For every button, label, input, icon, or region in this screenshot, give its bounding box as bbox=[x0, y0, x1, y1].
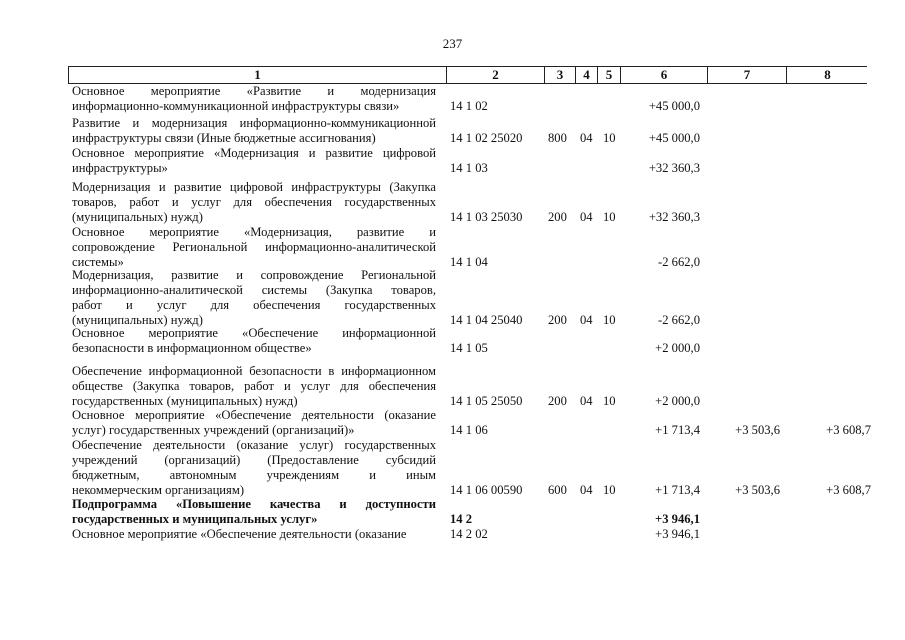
row-description bbox=[72, 180, 436, 225]
row-code: 14 1 02 bbox=[450, 99, 488, 113]
description-line: Развитие и модернизация информационно-коммуникационной bbox=[72, 116, 436, 130]
row-code: 14 1 04 25040 bbox=[450, 313, 523, 327]
row-amount-col6: -2 662,0 bbox=[658, 255, 700, 269]
description-line: инфраструктуры» bbox=[72, 161, 168, 175]
row-description bbox=[72, 364, 436, 409]
description-line: Модернизация и развитие цифровой инфраструктуры (Закупка bbox=[72, 180, 436, 194]
row-expense-type: 200 bbox=[548, 313, 567, 327]
description-line: информационно-аналитической системы (Закупка товаров, bbox=[72, 283, 436, 297]
description-line: Основное мероприятие «Обеспечение деятельности (оказание bbox=[72, 408, 436, 422]
page-number: 237 bbox=[442, 36, 463, 51]
row-section: 04 bbox=[580, 313, 593, 327]
row-amount-col6: +3 946,1 bbox=[655, 512, 700, 526]
row-code: 14 1 04 bbox=[450, 255, 488, 269]
description-line: учреждений (организаций) (Предоставление субсидий bbox=[72, 453, 436, 467]
row-description bbox=[72, 326, 436, 356]
row-expense-type: 200 bbox=[548, 394, 567, 408]
header-col-8: 8 bbox=[824, 67, 831, 82]
description-line: Основное мероприятие «Модернизация и развитие цифровой bbox=[72, 146, 436, 160]
description-line: Обеспечение деятельности (оказание услуг) государственных bbox=[72, 438, 436, 452]
row-code: 14 1 06 bbox=[450, 423, 488, 437]
row-description bbox=[72, 408, 436, 438]
header-col-7: 7 bbox=[708, 67, 787, 83]
description-line: услуг) государственных учреждений (организаций)» bbox=[72, 423, 355, 437]
row-description bbox=[72, 225, 436, 270]
row-amount-col6: +2 000,0 bbox=[655, 394, 700, 408]
description-line: информационно-коммуникационной инфраструктуры связи» bbox=[72, 99, 400, 113]
description-line: Обеспечение информационной безопасности в информационном bbox=[72, 364, 436, 378]
row-description bbox=[72, 497, 436, 527]
row-amount-col6: +3 946,1 bbox=[655, 527, 700, 541]
row-subsection: 10 bbox=[603, 131, 616, 145]
row-expense-type: 200 bbox=[548, 210, 567, 224]
row-amount-col7: +3 503,6 bbox=[735, 423, 780, 437]
description-line: Основное мероприятие «Обеспечение деятельности (оказание bbox=[72, 527, 407, 541]
description-line: сопровождение Региональной информационно-аналитической bbox=[72, 240, 436, 254]
description-line: Основное мероприятие «Модернизация, развитие и bbox=[72, 225, 436, 239]
header-col-6: 6 bbox=[621, 67, 708, 83]
description-line: бюджетным, автономным учреждениям и иным bbox=[72, 468, 436, 482]
description-line: системы» bbox=[72, 255, 124, 269]
row-amount-col6: +32 360,3 bbox=[648, 161, 700, 175]
row-amount-col8: +3 608,7 bbox=[826, 423, 871, 437]
row-amount-col6: +32 360,3 bbox=[648, 210, 700, 224]
row-code: 14 1 03 bbox=[450, 161, 488, 175]
header-col-3: 3 bbox=[545, 67, 576, 83]
description-line: Подпрограмма «Повышение качества и доступности bbox=[72, 497, 436, 511]
description-line: безопасности в информационном обществе» bbox=[72, 341, 312, 355]
row-description bbox=[72, 146, 436, 176]
row-amount-col6: +1 713,4 bbox=[655, 423, 700, 437]
row-code: 14 2 bbox=[450, 512, 473, 526]
table-header bbox=[68, 66, 867, 84]
description-line: обществе (Закупка товаров, работ и услуг для обеспечения bbox=[72, 379, 436, 393]
description-line: инфраструктуры связи (Иные бюджетные ассигнования) bbox=[72, 131, 376, 145]
row-subsection: 10 bbox=[603, 210, 616, 224]
row-description bbox=[72, 84, 436, 114]
row-code: 14 1 06 00590 bbox=[450, 483, 523, 497]
row-description bbox=[72, 268, 436, 328]
row-code: 14 1 03 25030 bbox=[450, 210, 523, 224]
description-line: некоммерческим организациям) bbox=[72, 483, 245, 497]
description-line: государственных и муниципальных услуг» bbox=[72, 512, 318, 526]
row-section: 04 bbox=[580, 394, 593, 408]
row-section: 04 bbox=[580, 483, 593, 497]
row-amount-col7: +3 503,6 bbox=[735, 483, 780, 497]
row-amount-col6: +2 000,0 bbox=[655, 341, 700, 355]
header-col-5: 5 bbox=[598, 67, 621, 83]
row-code: 14 1 05 bbox=[450, 341, 488, 355]
row-amount-col6: +45 000,0 bbox=[648, 131, 700, 145]
row-code: 14 1 05 25050 bbox=[450, 394, 523, 408]
row-amount-col8: +3 608,7 bbox=[826, 483, 871, 497]
description-line: (муниципальных) нужд) bbox=[72, 313, 203, 327]
header-col-2: 2 bbox=[447, 67, 545, 83]
row-expense-type: 600 bbox=[548, 483, 567, 497]
row-expense-type: 800 bbox=[548, 131, 567, 145]
description-line: работ и услуг для обеспечения государственных bbox=[72, 298, 436, 312]
description-line: государственных (муниципальных) нужд) bbox=[72, 394, 298, 408]
row-subsection: 10 bbox=[603, 483, 616, 497]
header-col-4: 4 bbox=[576, 67, 598, 83]
description-line: Основное мероприятие «Развитие и модернизация bbox=[72, 84, 436, 98]
description-line: Основное мероприятие «Обеспечение информационной bbox=[72, 326, 436, 340]
row-amount-col6: +1 713,4 bbox=[655, 483, 700, 497]
row-description bbox=[72, 527, 436, 542]
row-amount-col6: +45 000,0 bbox=[648, 99, 700, 113]
description-line: Модернизация, развитие и сопровождение Региональной bbox=[72, 268, 436, 282]
row-description bbox=[72, 116, 436, 146]
row-subsection: 10 bbox=[603, 394, 616, 408]
row-code: 14 2 02 bbox=[450, 527, 488, 541]
row-description bbox=[72, 438, 436, 498]
description-line: (муниципальных) нужд) bbox=[72, 210, 203, 224]
row-section: 04 bbox=[580, 210, 593, 224]
row-amount-col6: -2 662,0 bbox=[658, 313, 700, 327]
description-line: товаров, работ и услуг для обеспечения государственных bbox=[72, 195, 436, 209]
row-subsection: 10 bbox=[603, 313, 616, 327]
row-code: 14 1 02 25020 bbox=[450, 131, 523, 145]
row-section: 04 bbox=[580, 131, 593, 145]
header-col-1: 1 bbox=[69, 67, 447, 83]
